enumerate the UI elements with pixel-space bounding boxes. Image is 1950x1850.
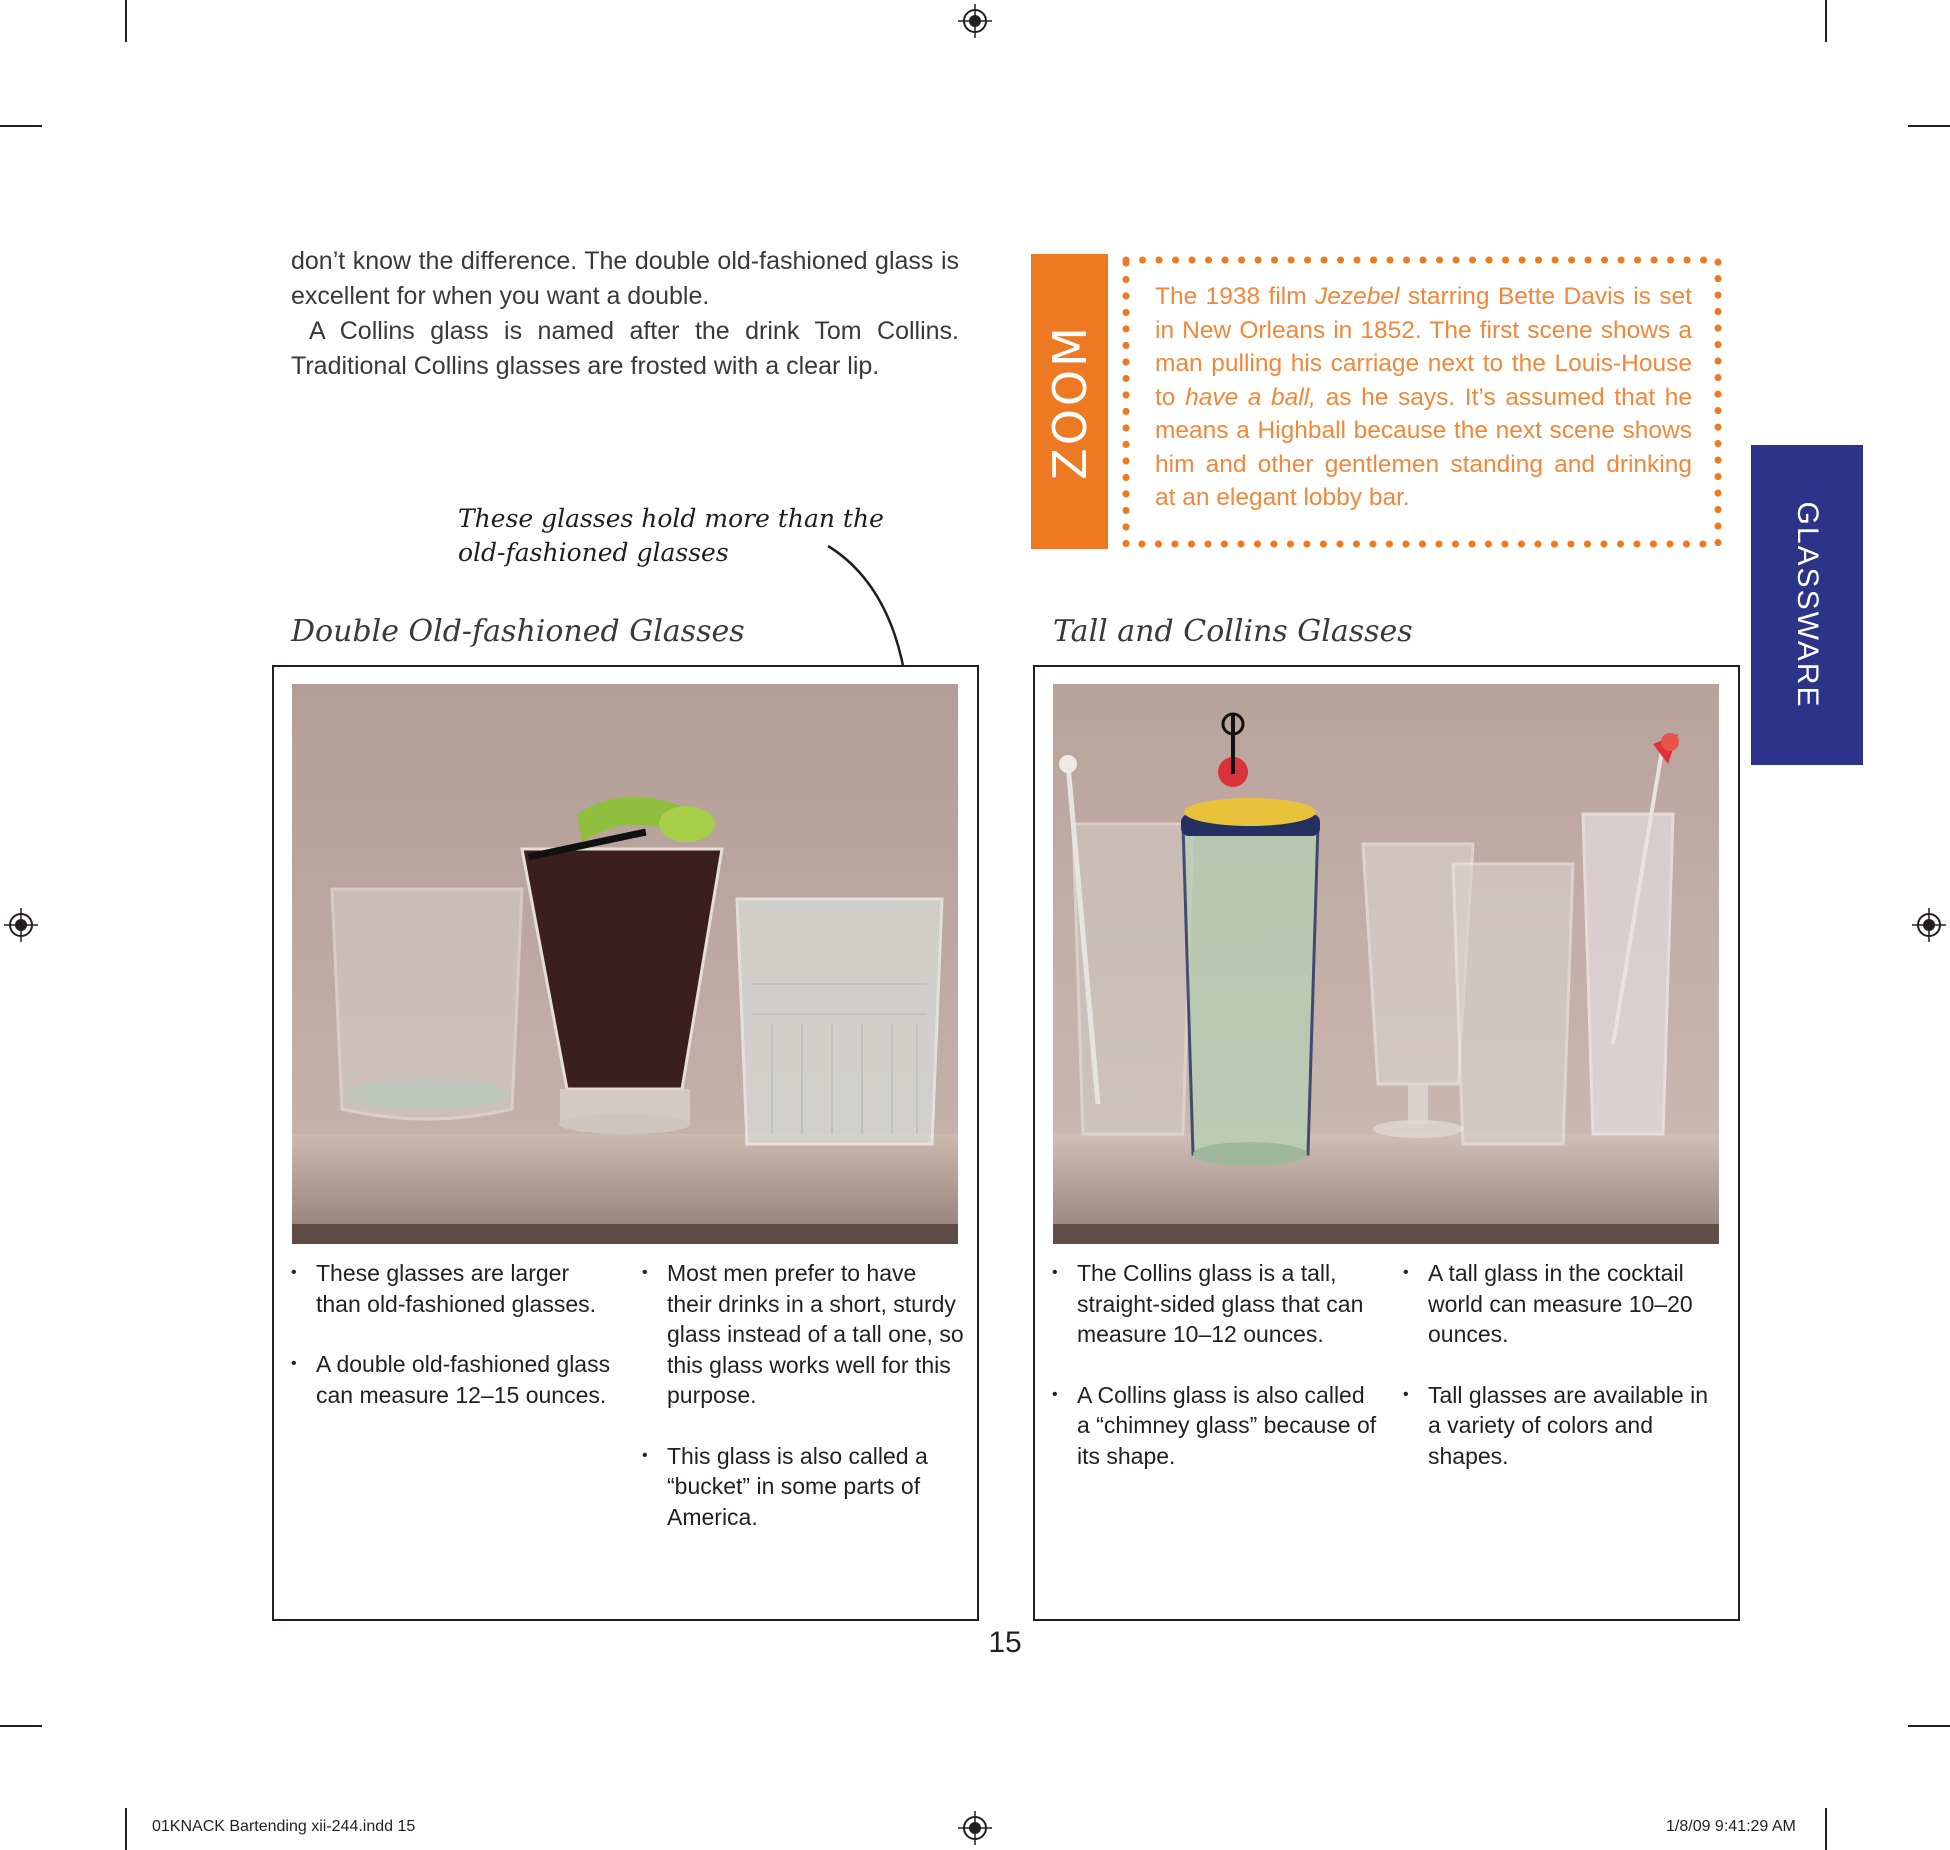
crop-mark <box>1908 1725 1950 1727</box>
callout-note: These glasses hold more than the old-fashioned glasses <box>458 504 884 567</box>
double-old-fashioned-photo <box>292 684 958 1244</box>
bullet-item: • A tall glass in the cocktail world can measure 10–20 ounces. <box>1403 1258 1713 1350</box>
zoom-bar <box>1031 254 1108 549</box>
section-title-double-old-fashioned: Double Old-fashioned Glasses <box>291 614 745 649</box>
bullet-item: • Most men prefer to have their drinks in a short, sturdy glass instead of a tall one, so this glass works well for this purpose. <box>642 1258 964 1411</box>
crop-mark <box>0 1725 42 1727</box>
chapter-tab[interactable] <box>1751 445 1863 765</box>
bullet-item: • A Collins glass is also called a “chimney glass” because of its shape. <box>1052 1380 1382 1472</box>
double-old-fashioned-bullets-left <box>291 1258 611 1440</box>
tall-collins-photo <box>1053 684 1719 1244</box>
bullet-item: • These glasses are larger than old-fashioned glasses. <box>291 1258 611 1319</box>
zoom-film-title: Jezebel <box>1315 283 1400 310</box>
chapter-tab-label: GLASSWARE <box>1791 501 1824 709</box>
registration-mark-icon <box>1912 908 1946 942</box>
zoom-text-part-3: as he says. It’s assumed that he means a Highball because the next scene shows him and other gentlemen standing and drinking at an elegant lobby bar. <box>1155 383 1693 511</box>
bullet-item: • This glass is also called a “bucket” in some parts of America. <box>642 1441 964 1533</box>
tall-collins-bullets-right <box>1403 1258 1713 1501</box>
intro-text <box>291 244 959 384</box>
slug-file: 01KNACK Bartending xii-244.indd 15 <box>152 1818 416 1835</box>
zoom-text-part-2: starring Bette Davis is set in New Orleans in 1852. The first scene shows a man pulling his carriage next to the Louis-House to <box>1155 283 1692 411</box>
zoom-text <box>1155 280 1692 515</box>
crop-mark <box>125 0 127 42</box>
crop-mark <box>1908 125 1950 127</box>
bullet-item: • Tall glasses are available in a variety of colors and shapes. <box>1403 1380 1713 1472</box>
page-number: 15 <box>988 1626 1022 1659</box>
slug-date: 1/8/09 9:41:29 AM <box>1666 1818 1796 1835</box>
zoom-text-part-1: The 1938 film <box>1155 283 1316 310</box>
double-old-fashioned-bullets-right <box>642 1258 964 1562</box>
crop-mark <box>1825 0 1827 42</box>
bullet-item: • The Collins glass is a tall, straight-sided glass that can measure 10–12 ounces. <box>1052 1258 1382 1350</box>
crop-mark <box>125 1808 127 1850</box>
section-title-tall-collins: Tall and Collins Glasses <box>1053 614 1413 649</box>
registration-mark-icon <box>4 908 38 942</box>
tall-collins-bullets-left <box>1052 1258 1382 1501</box>
intro-paragraph-1: don’t know the difference. The double old-fashioned glass is excellent for when you want a double. <box>291 247 959 310</box>
bullet-item: • A double old-fashioned glass can measure 12–15 ounces. <box>291 1349 611 1410</box>
crop-mark <box>0 125 42 127</box>
zoom-label: ZOOM <box>1042 323 1097 480</box>
zoom-phrase: have a ball, <box>1185 383 1316 411</box>
registration-mark-icon <box>958 4 992 38</box>
crop-mark <box>1825 1808 1827 1850</box>
registration-mark-icon <box>958 1811 992 1845</box>
intro-paragraph-2: A Collins glass is named after the drink Tom Collins. Traditional Collins glasses are frosted with a clear lip. <box>291 317 959 380</box>
